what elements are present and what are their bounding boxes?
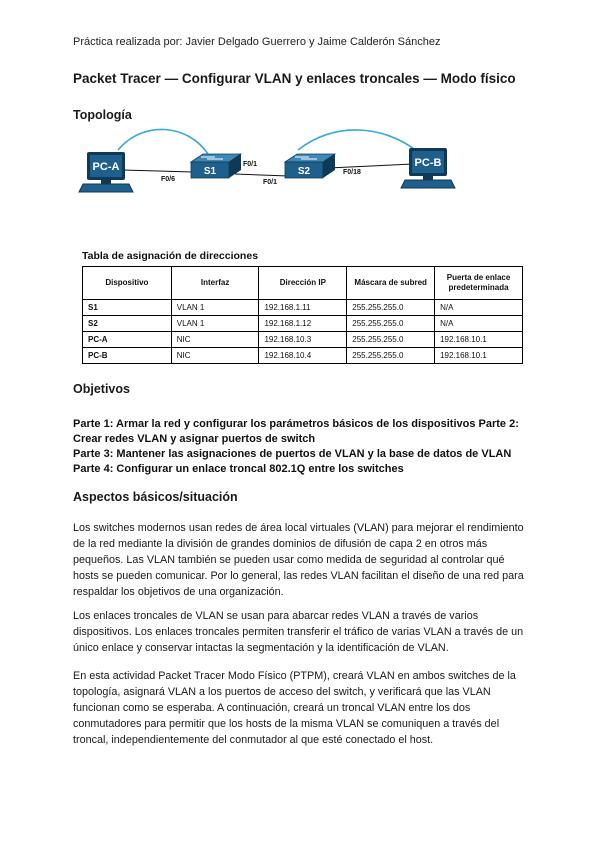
topology-heading: Topología (73, 108, 132, 122)
document-title: Packet Tracer — Configurar VLAN y enlaces troncales — Modo físico (73, 71, 516, 86)
objectives-heading: Objetivos (73, 382, 130, 396)
background-heading: Aspectos básicos/situación (73, 490, 238, 504)
header-cell: Interfaz (171, 267, 259, 300)
objective-line: Parte 1: Armar la red y configurar los parámetros básicos de los dispositivos Parte 2: (73, 418, 519, 430)
pc-b-icon (401, 148, 455, 188)
switch-s1-icon (191, 154, 241, 178)
pc-a-label: PC-A (92, 161, 120, 173)
table-cell: 192.168.1.12 (259, 316, 347, 332)
cable-s2-pcb (328, 164, 413, 168)
background-paragraph-1: Los switches modernos usan redes de área local virtuales (VLAN) para mejorar el rendimiento de la red mediante la división de grandes dominios de difusión de capa 2 en otros más pequeños. Las VLAN también se pueden usar como medida de seguridad al controlar qué hosts se pueden comunicar. Por lo general, las redes VLAN facilitan el diseño de una red para respaldar los objetivos de una organización. (73, 522, 524, 598)
table-cell: 255.255.255.0 (347, 316, 435, 332)
background-paragraph-3: En esta actividad Packet Tracer Modo Físico (PTPM), creará VLAN en ambos switches de la topología, asignará VLAN a los puertos de acceso del switch, y verificará que las VLAN funcionan como se esperaba. A continuación, creará un troncal VLAN entre los dos conmutadores para permitir que los hosts de la misma VLAN se comuniquen a través del troncal, independientemente del conmutador al que esté conectado el host. (73, 670, 516, 746)
table-cell: N/A (435, 316, 523, 332)
objective-line: Parte 4: Configurar un enlace troncal 802.1Q entre los switches (73, 463, 404, 475)
port-label-f06: F0/6 (161, 176, 176, 183)
port-label-f01-s2: F0/1 (263, 179, 278, 186)
header-cell: Dirección IP (259, 267, 347, 300)
header-cell: Dispositivo (83, 267, 172, 300)
cable-pca-s1 (123, 170, 193, 172)
device-cell: S1 (83, 300, 172, 316)
table-cell: VLAN 1 (171, 316, 259, 332)
table-cell: 255.255.255.0 (347, 300, 435, 316)
table-cell: 192.168.10.1 (435, 348, 523, 364)
table-cell: 192.168.10.4 (259, 348, 347, 364)
header-cell: Máscara de subred (347, 267, 435, 300)
address-table-header-row (83, 267, 523, 300)
objective-line: Parte 3: Mantener las asignaciones de puertos de VLAN y la base de datos de VLAN (73, 448, 512, 460)
header-cell: Puerta de enlace predeterminada (435, 267, 523, 300)
switch-s2-icon (285, 154, 335, 178)
table-cell: 255.255.255.0 (347, 348, 435, 364)
table-cell: NIC (171, 332, 259, 348)
cable-s1-s2 (235, 174, 288, 176)
pc-b-label: PC-B (414, 157, 442, 169)
link-pca-s1-curve (118, 129, 208, 154)
table-row (83, 300, 523, 316)
author-line: Práctica realizada por: Javier Delgado Guerrero y Jaime Calderón Sánchez (73, 36, 441, 48)
address-table-caption: Tabla de asignación de direcciones (82, 250, 259, 262)
objectives-list (73, 417, 543, 477)
s1-label: S1 (203, 166, 217, 177)
objective-line: Crear redes VLAN y asignar puertos de switch (73, 433, 316, 445)
port-label-f018: F0/18 (343, 169, 361, 176)
table-cell: 192.168.1.11 (259, 300, 347, 316)
table-cell: N/A (435, 300, 523, 316)
table-row (83, 348, 523, 364)
table-cell: 255.255.255.0 (347, 332, 435, 348)
table-cell: 192.168.10.3 (259, 332, 347, 348)
device-cell: S2 (83, 316, 172, 332)
background-paragraph-2: Los enlaces troncales de VLAN se usan para abarcar redes VLAN a través de varios dispositivos. Los enlaces troncales permiten transferir el tráfico de varias VLAN a través de un único enlace y conservar intactas la segmentación y la identificación de VLAN. (73, 610, 524, 654)
port-label-f01-s1: F0/1 (243, 161, 258, 168)
address-table (82, 266, 523, 364)
table-row (83, 316, 523, 332)
table-row (83, 332, 523, 348)
s2-label: S2 (297, 166, 311, 177)
table-cell: NIC (171, 348, 259, 364)
device-cell: PC-A (83, 332, 172, 348)
pc-a-icon (79, 152, 133, 192)
topology-diagram (73, 126, 473, 198)
table-cell: 192.168.10.1 (435, 332, 523, 348)
table-cell: VLAN 1 (171, 300, 259, 316)
link-s2-pcb-curve (298, 130, 418, 152)
device-cell: PC-B (83, 348, 172, 364)
